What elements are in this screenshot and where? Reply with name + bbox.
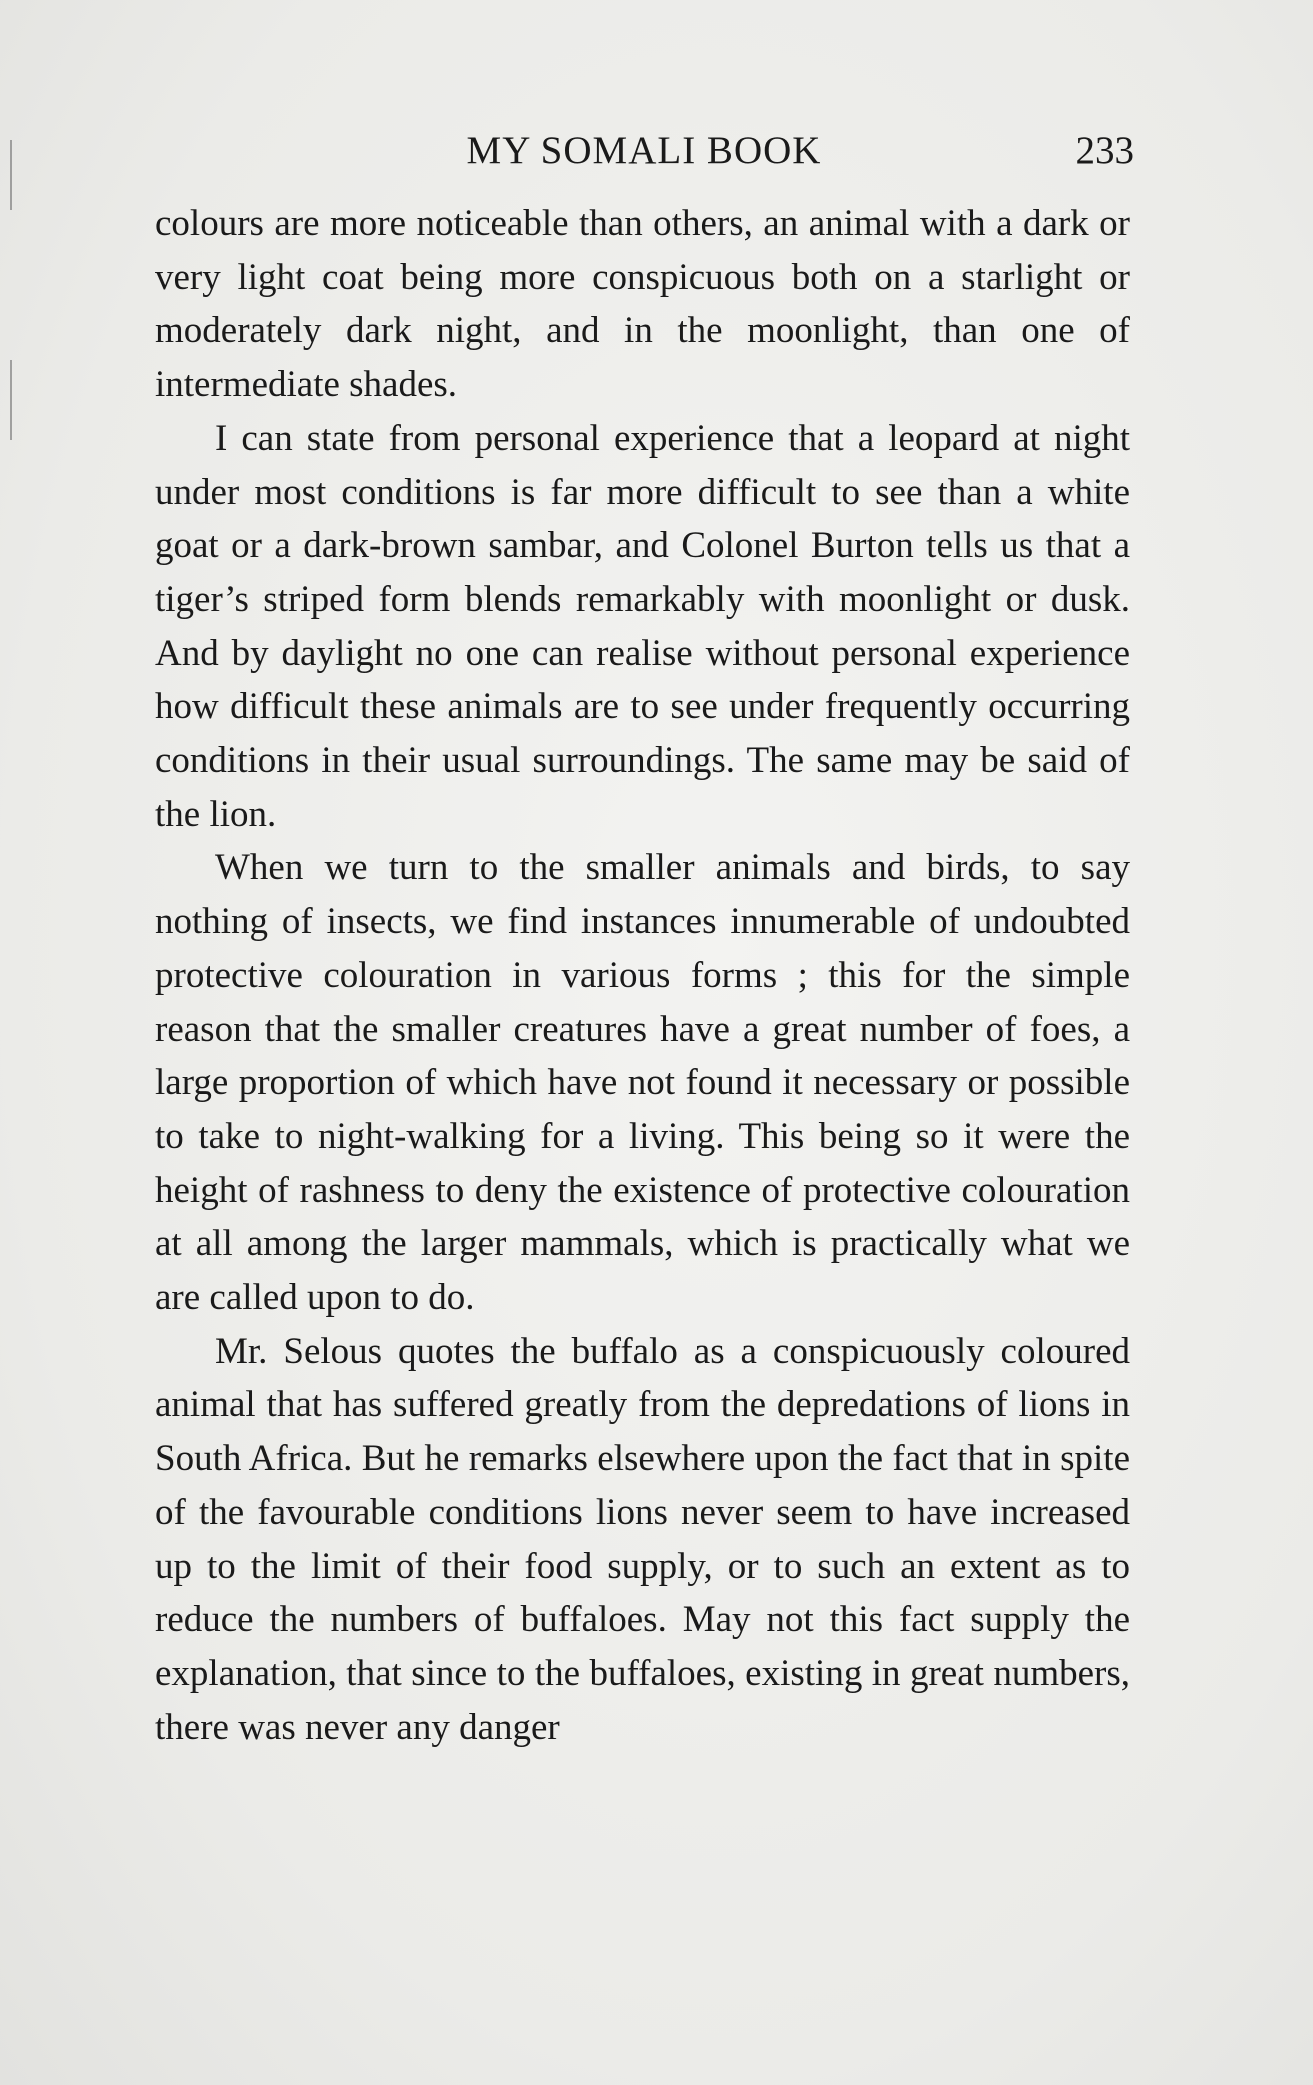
paragraph: When we turn to the smaller animals and birds, to say nothing of insects, we find instances innumerable of undoubted protective colouration in various forms ; this for the simple reason that the smaller creatures have a great number of foes, a large proportion of which have not found it necessary or possible to take to night-walking for a living. This being so it were the height of rashness to deny the existence of protective colouration at all among the larger mammals, which is practically what we are called upon to do.	[155, 847, 1130, 1319]
running-title: MY SOMALI BOOK	[466, 129, 822, 172]
body-text	[155, 197, 1130, 1754]
paragraph: I can state from personal experience that a leopard at night under most conditions is far more difficult to see than a white goat or a dark-brown sambar, and Colonel Burton tells us that a tiger’s striped form blends remarkably with moonlight or dusk. And by daylight no one can realise without personal experience how difficult these animals are to see under frequently occurring conditions in their usual surroundings. The same may be said of the lion.	[155, 417, 1130, 835]
paragraph-continued: colours are more noticeable than others, an animal with a dark or very light coat being more conspicuous both on a starlight or moderately dark night, and in the moonlight, than one of intermediate shades.	[155, 203, 1130, 406]
page-edge-mark	[10, 140, 12, 210]
page-number: 233	[1075, 129, 1134, 172]
page-edge-mark	[10, 360, 12, 440]
paragraph: Mr. Selous quotes the buffalo as a conspicuously coloured animal that has suffered greatly from the depredations of lions in South Africa. But he remarks elsewhere upon the fact that in spite of the favourable conditions lions never seem to have increased up to the limit of their food supply, or to such an extent as to reduce the numbers of buffaloes. May not this fact supply the explanation, that since to the buffaloes, existing in great numbers, there was never any danger	[155, 1330, 1130, 1748]
page-header	[154, 126, 1134, 176]
